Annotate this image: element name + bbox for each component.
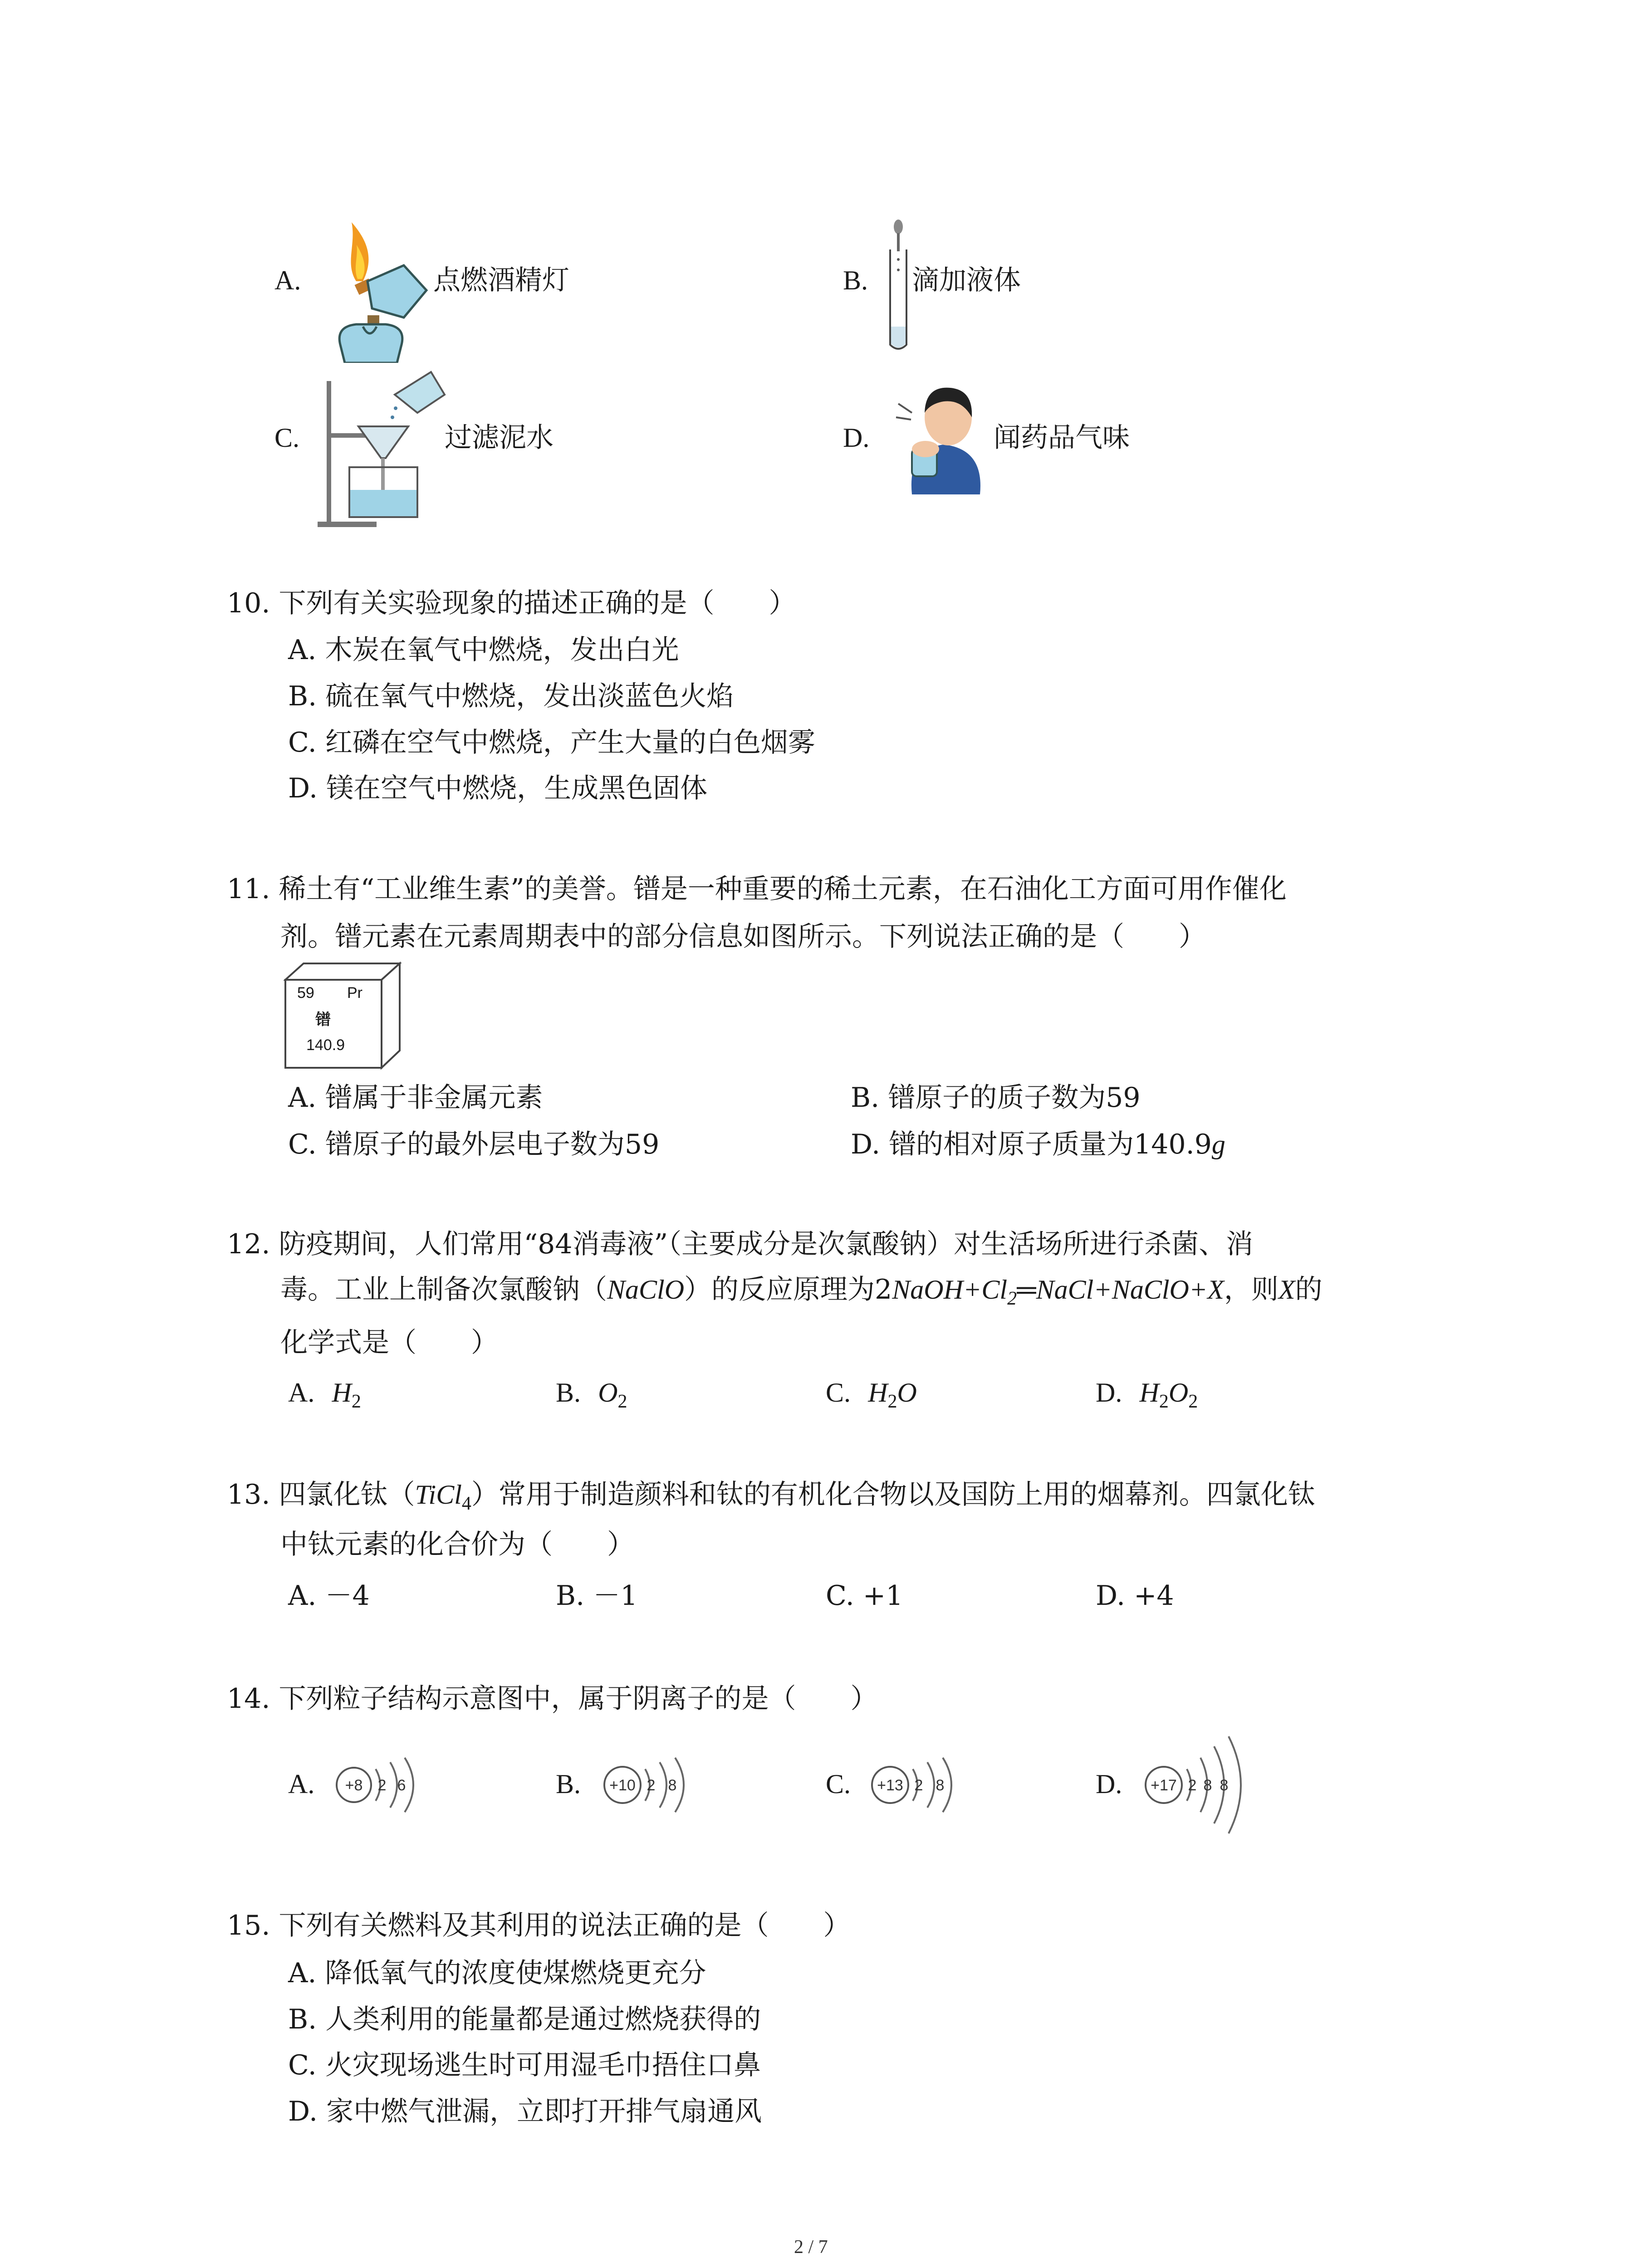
q12-option-d: D. $H_2O_2$ <box>1096 1378 1198 1412</box>
q10-option-a: A. 木炭在氧气中燃烧，发出白光 <box>288 634 679 666</box>
q11-option-d: D. 镨的相对原子质量为140.9g <box>851 1129 1225 1160</box>
nucleus-charge: +13 <box>877 1777 903 1794</box>
shell-electrons: 6 <box>397 1777 406 1794</box>
q11-option-a: A. 镨属于非金属元素 <box>288 1082 543 1114</box>
atom-diagram-a <box>331 1751 436 1819</box>
q9-option-d-text: 闻药品气味 <box>994 422 1130 454</box>
page-number: 2 / 7 <box>794 2237 828 2258</box>
q11-option-c: C. 镨原子的最外层电子数为59 <box>288 1129 660 1160</box>
q9-option-d-letter: D. <box>843 423 870 453</box>
q14-option-d-letter: D. <box>1096 1769 1122 1799</box>
q14-stem: 14. 下列粒子结构示意图中，属于阴离子的是（ ） <box>227 1683 878 1715</box>
q13-stem-line2: 中钛元素的化合价为（ ） <box>280 1529 634 1560</box>
element-symbol: Pr <box>347 984 362 1002</box>
q12-stem-line1: 12. 防疫期间，人们常用“84消毒液”（主要成分是次氯酸钠）对生活场所进行杀菌、消 <box>227 1228 1254 1260</box>
q15-option-b: B. 人类利用的能量都是通过燃烧获得的 <box>288 2004 761 2035</box>
dropper-test-tube-image <box>885 218 912 354</box>
q15-stem: 15. 下列有关燃料及其利用的说法正确的是（ ） <box>227 1910 851 1941</box>
q10-stem: 10. 下列有关实验现象的描述正确的是（ ） <box>227 587 796 619</box>
q15-option-c: C. 火灾现场逃生时可用湿毛巾捂住口鼻 <box>288 2049 761 2081</box>
q9-option-b-letter: B. <box>843 265 868 295</box>
q9-option-a-text: 点燃酒精灯 <box>433 264 569 296</box>
q10-option-b: B. 硫在氧气中燃烧，发出淡蓝色火焰 <box>288 680 734 712</box>
q12-option-b: B. $O_2$ <box>556 1378 627 1412</box>
atom-diagram-b <box>599 1751 703 1819</box>
nucleus-charge: +17 <box>1151 1777 1177 1794</box>
q13-stem-line1: 13. 四氯化钛（TiCl$_4$）常用于制造颜料和钛的有机化合物以及国防上用的烟幕剂。四氯化钛 <box>227 1479 1315 1514</box>
q15-option-a: A. 降低氧气的浓度使煤燃烧更充分 <box>288 1957 706 1989</box>
element-name: 镨 <box>315 1011 331 1029</box>
q13-option-c: C. +1 <box>826 1580 903 1612</box>
element-atomic-number: 59 <box>297 984 314 1002</box>
filtration-setup-image <box>318 354 463 531</box>
q9-option-c-text: 过滤泥水 <box>445 422 554 454</box>
shell-electrons: 2 <box>1188 1777 1197 1794</box>
q12-stem-line3: 化学式是（ ） <box>280 1327 498 1359</box>
q12-option-c: C. $H_2O$ <box>826 1378 917 1412</box>
shell-electrons: 8 <box>1203 1777 1212 1794</box>
element-atomic-mass: 140.9 <box>306 1036 345 1054</box>
q14-option-a-letter: A. <box>288 1769 315 1799</box>
q9-option-a-letter: A. <box>274 265 301 295</box>
shell-electrons: 8 <box>936 1777 945 1794</box>
element-cell-praseodymium <box>284 962 402 1070</box>
q10-option-d: D. 镁在空气中燃烧，生成黑色固体 <box>288 772 708 804</box>
q13-option-a: A. －4 <box>288 1580 370 1612</box>
q9-option-c-letter: C. <box>274 423 300 453</box>
nucleus-charge: +8 <box>345 1777 363 1794</box>
shell-electrons: 2 <box>647 1777 656 1794</box>
atom-diagram-c <box>867 1751 971 1819</box>
shell-electrons: 8 <box>668 1777 677 1794</box>
q9-option-b-text: 滴加液体 <box>912 264 1021 296</box>
shell-electrons: 2 <box>377 1777 387 1794</box>
q13-option-d: D. +4 <box>1096 1580 1174 1612</box>
q12-option-a: A. $H_2$ <box>288 1378 361 1412</box>
q11-stem-line1: 11. 稀土有“工业维生素”的美誉。镨是一种重要的稀土元素，在石油化工方面可用作催化 <box>227 873 1287 905</box>
atom-diagram-d <box>1139 1733 1261 1837</box>
shell-electrons: 8 <box>1220 1777 1229 1794</box>
q14-option-c-letter: C. <box>826 1769 851 1799</box>
alcohol-lamp-lighting-image <box>313 213 440 363</box>
person-smelling-image <box>894 381 994 494</box>
q15-option-d: D. 家中燃气泄漏，立即打开排气扇通风 <box>288 2096 762 2127</box>
q11-stem-line2: 剂。镨元素在元素周期表中的部分信息如图所示。下列说法正确的是（ ） <box>280 921 1206 953</box>
q14-option-b-letter: B. <box>556 1769 581 1799</box>
nucleus-charge: +10 <box>609 1777 636 1794</box>
shell-electrons: 2 <box>914 1777 923 1794</box>
q11-option-b: B. 镨原子的质子数为59 <box>851 1082 1141 1114</box>
q10-option-c: C. 红磷在空气中燃烧，产生大量的白色烟雾 <box>288 727 815 758</box>
q13-option-b: B. －1 <box>556 1580 638 1612</box>
q12-stem-line2: 毒。工业上制备次氯酸钠（NaClO）的反应原理为$2NaOH+Cl_2═NaCl+NaClO+X$，则X的 <box>280 1274 1323 1309</box>
